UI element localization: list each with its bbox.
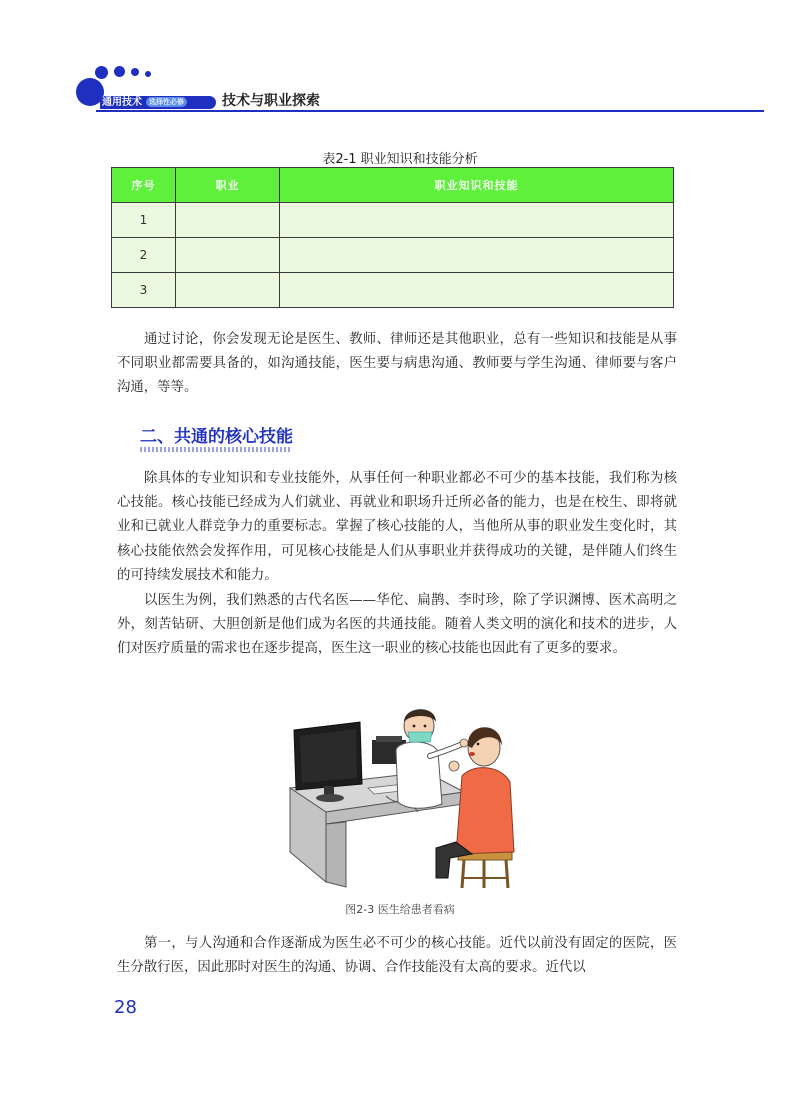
table-caption: 表2-1 职业知识和技能分析 — [322, 152, 478, 167]
table-cell-skills[interactable] — [280, 273, 674, 308]
table-cell-skills[interactable] — [280, 238, 674, 273]
header-series-text: 通用技术 — [102, 97, 142, 108]
table-header-row — [112, 168, 674, 203]
skills-analysis-table — [111, 167, 674, 308]
paragraph-doctor-example: 以医生为例，我们熟悉的古代名医——华佗、扁鹊、李时珍，除了学识渊博、医术高明之外，刻苦钻研、大胆创新是他们成为名医的共通技能。随着人类文明的演化和技术的进步，人们对医疗质量的需求也在逐步提高，医生这一职业的核心技能也因此有了更多的要求。 — [117, 593, 677, 657]
paragraph-core-skills-definition: 除具体的专业知识和专业技能外，从事任何一种职业都必不可少的基本技能，我们称为核心技能。核心技能已经成为人们就业、再就业和职场升迁所必备的能力，也是在校生、即将就业和已就业人群竞争力的重要标志。掌握了核心技能的人，当他所从事的职业发生变化时，其核心技能依然会发挥作用，可见核心技能是人们从事职业并获得成功的关键，是伴随人们终生的可持续发展技术和能力。 — [117, 471, 677, 583]
header-rule — [96, 110, 764, 112]
page-number: 28 — [114, 997, 137, 1018]
table-row — [112, 273, 674, 308]
column-header-skills: 职业知识和技能 — [280, 168, 674, 203]
table-cell-index: 1 — [112, 203, 176, 238]
table-cell-job[interactable] — [176, 238, 280, 273]
section-title-underline — [140, 447, 290, 452]
paragraph-first-point: 第一，与人沟通和合作逐渐成为医生必不可少的核心技能。近代以前没有固定的医院，医生分散行医，因此那时对医生的沟通、协调、合作技能没有太高的要求。近代以 — [117, 936, 677, 976]
section-title: 二、共通的核心技能 — [140, 427, 293, 447]
table-row — [112, 238, 674, 273]
header-book-title: 技术与职业探索 — [222, 93, 320, 109]
header-series-label — [102, 96, 187, 109]
doctor-patient-illustration — [286, 692, 522, 888]
table-cell-index: 3 — [112, 273, 176, 308]
table-cell-job[interactable] — [176, 203, 280, 238]
table-row — [112, 203, 674, 238]
table-cell-index: 2 — [112, 238, 176, 273]
table-cell-skills[interactable] — [280, 203, 674, 238]
table-cell-job[interactable] — [176, 273, 280, 308]
paragraph-discussion: 通过讨论，你会发现无论是医生、教师、律师还是其他职业，总有一些知识和技能是从事不同职业都需要具备的，如沟通技能，医生要与病患沟通、教师要与学生沟通、律师要与客户沟通，等等。 — [117, 332, 677, 396]
figure-caption: 图2-3 医生给患者看病 — [345, 903, 455, 916]
column-header-index: 序号 — [112, 168, 176, 203]
header-badge: 选择性必修 — [146, 97, 187, 107]
column-header-job: 职业 — [176, 168, 280, 203]
